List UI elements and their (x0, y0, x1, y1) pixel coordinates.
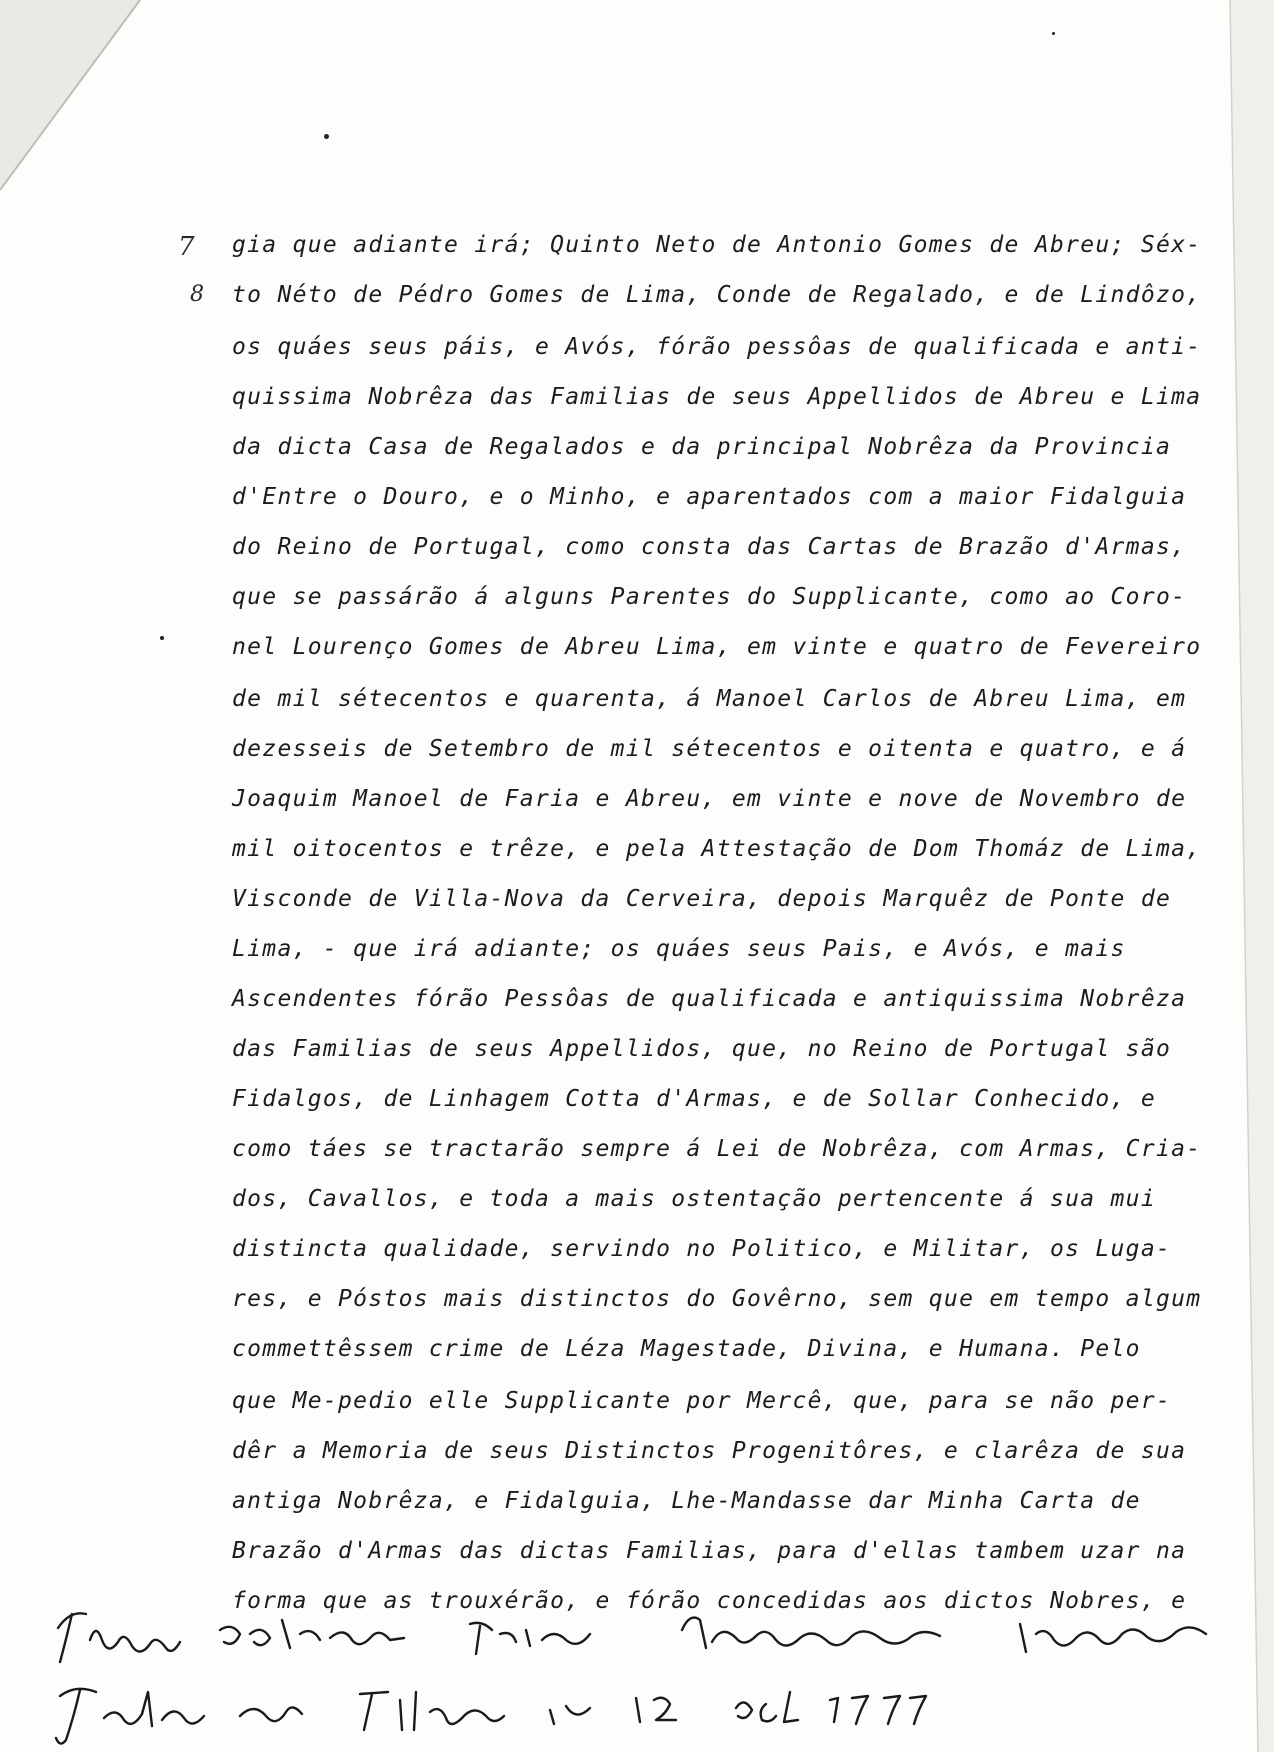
text-line: que Me-pedio elle Supplicante por Mercê, que, para se não per- (232, 1388, 1172, 1414)
handwritten-signature (0, 1600, 1274, 1752)
text-line: gia que adiante irá; Quinto Neto de Antonio Gomes de Abreu; Séx- (232, 232, 1202, 258)
text-line: Brazão d'Armas das dictas Familias, para d'ellas tambem uzar na (232, 1538, 1187, 1564)
text-line: os quáes seus páis, e Avós, fórão pessôas de qualificada e anti- (232, 334, 1202, 360)
text-line: Visconde de Villa-Nova da Cerveira, depois Marquêz de Ponte de (232, 886, 1172, 912)
text-line: como táes se tractarão sempre á Lei de Nobrêza, com Armas, Cria- (232, 1136, 1202, 1162)
text-line: distincta qualidade, servindo no Politico, e Militar, os Luga- (232, 1236, 1172, 1262)
ink-dot (160, 636, 164, 640)
text-line: Fidalgos, de Linhagem Cotta d'Armas, e de Sollar Conhecido, e (232, 1086, 1156, 1112)
ink-dot (324, 134, 329, 139)
margin-number-7: 7 (178, 232, 195, 262)
text-line: quissima Nobrêza das Familias de seus Appellidos de Abreu e Lima (232, 384, 1202, 410)
text-line: to Néto de Pédro Gomes de Lima, Conde de Regalado, e de Lindôzo, (232, 282, 1202, 308)
text-line: da dicta Casa de Regalados e da principal Nobrêza da Provincia (232, 434, 1172, 460)
text-line: antiga Nobrêza, e Fidalguia, Lhe-Mandasse dar Minha Carta de (232, 1488, 1141, 1514)
text-line: Ascendentes fórão Pessôas de qualificada e antiquissima Nobrêza (232, 986, 1187, 1012)
text-line: das Familias de seus Appellidos, que, no Reino de Portugal são (232, 1036, 1172, 1062)
text-line: dêr a Memoria de seus Distinctos Progenitôres, e clarêza de sua (232, 1438, 1187, 1464)
ink-dot (1052, 32, 1055, 35)
text-line: Joaquim Manoel de Faria e Abreu, em vinte e nove de Novembro de (232, 786, 1187, 812)
text-line: forma que as trouxérão, e fórão concedidas aos dictos Nobres, e (232, 1588, 1187, 1614)
text-line: dezesseis de Setembro de mil sétecentos e oitenta e quatro, e á (232, 736, 1187, 762)
text-line: mil oitocentos e trêze, e pela Attestação de Dom Thomáz de Lima, (232, 836, 1202, 862)
text-line: Lima, - que irá adiante; os quáes seus Pais, e Avós, e mais (232, 936, 1126, 962)
text-line: d'Entre o Douro, e o Minho, e aparentados com a maior Fidalguia (232, 484, 1187, 510)
text-line: dos, Cavallos, e toda a mais ostentação pertencente á sua mui (232, 1186, 1156, 1212)
margin-number-8: 8 (190, 282, 204, 307)
text-line: res, e Póstos mais distinctos do Govêrno, sem que em tempo algum (232, 1286, 1202, 1312)
text-line: que se passárão á alguns Parentes do Supplicante, como ao Coro- (232, 584, 1187, 610)
text-line: do Reino de Portugal, como consta das Cartas de Brazão d'Armas, (232, 534, 1187, 560)
text-line: commettêssem crime de Léza Magestade, Divina, e Humana. Pelo (232, 1336, 1141, 1362)
text-line: de mil sétecentos e quarenta, á Manoel Carlos de Abreu Lima, em (232, 686, 1187, 712)
text-line: nel Lourenço Gomes de Abreu Lima, em vinte e quatro de Fevereiro (232, 634, 1202, 660)
